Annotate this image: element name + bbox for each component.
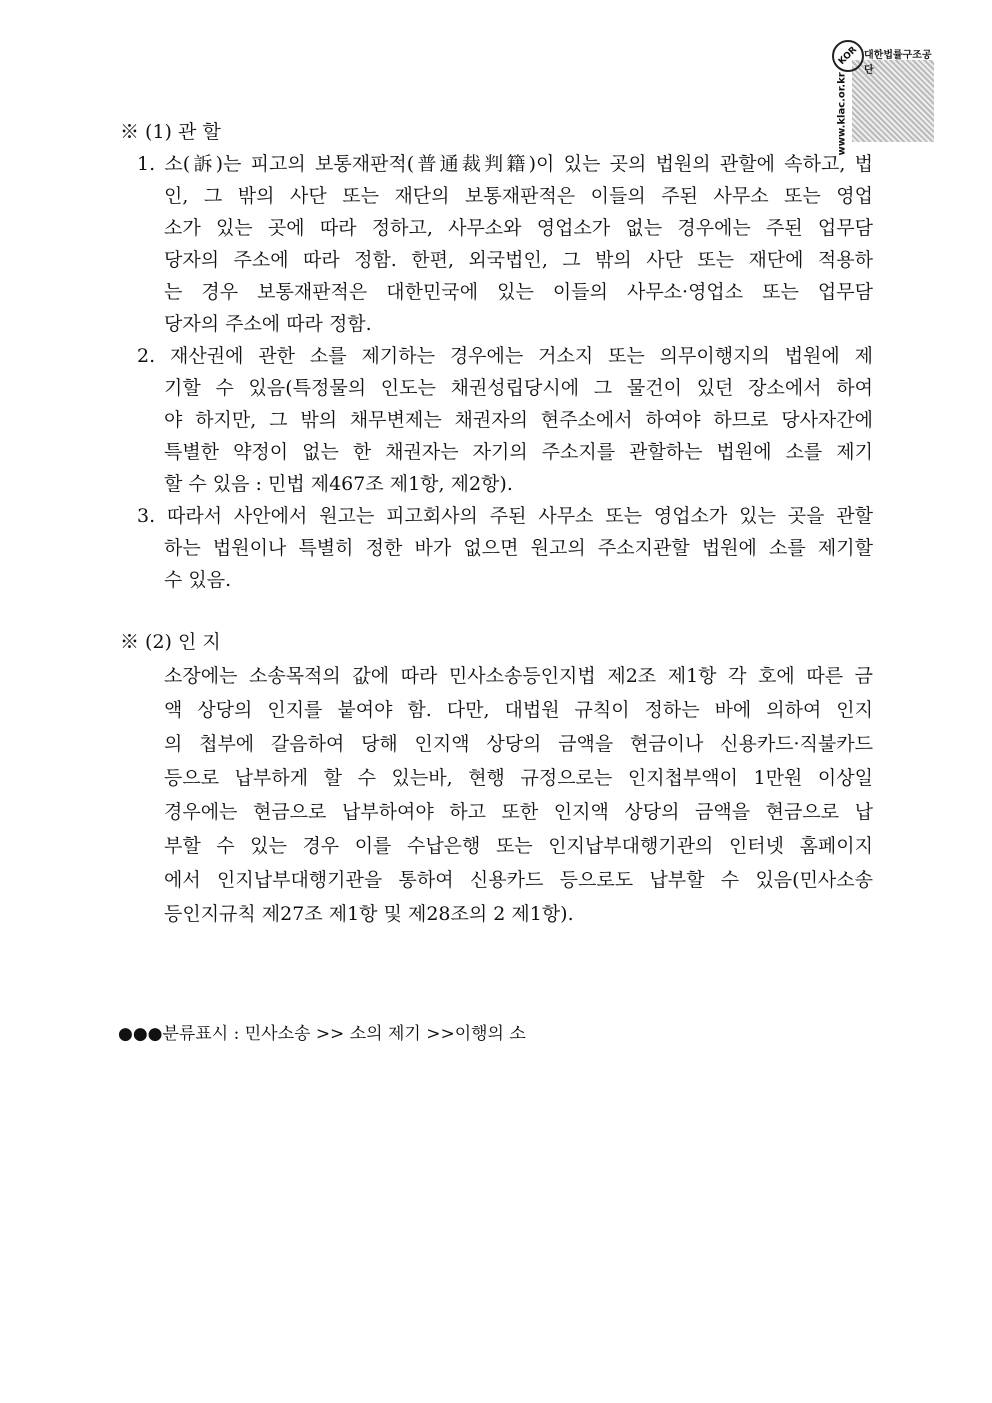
text-line: 는 경우 보통재판적은 대한민국에 있는 이들의 사무소·영업소 또는 업무담 [164, 281, 873, 303]
text-line: 의 첩부에 갈음하여 당해 인지액 상당의 금액을 현금이나 신용카드·직불카드 [164, 733, 873, 755]
text-line: 액 상당의 인지를 붙여야 함. 다만, 대법원 규칙이 정하는 바에 의하여 인지 [164, 699, 873, 721]
text-line: 기할 수 있음(특정물의 인도는 채권성립당시에 그 물건이 있던 장소에서 하여 [164, 377, 873, 399]
text-line: 특별한 약정이 없는 한 채권자는 자기의 주소지를 관할하는 법원에 소를 제기 [164, 441, 873, 463]
text-line: 하는 법원이나 특별히 정한 바가 없으면 원고의 주소지관할 법원에 소를 제기할 [164, 537, 873, 559]
text-line: 1. 소(訴)는 피고의 보통재판적(普通裁判籍)이 있는 곳의 법원의 관할에 속하고, 법 [137, 153, 873, 175]
text-line: 부할 수 있는 경우 이를 수납은행 또는 인지납부대행기관의 인터넷 홈페이지 [164, 835, 873, 857]
org-name: 대한법률구조공단 [864, 50, 932, 76]
text-line: 소가 있는 곳에 따라 정하고, 사무소와 영업소가 없는 경우에는 주된 업무담 [164, 217, 873, 239]
text-line: 당자의 주소에 따라 정함. 한편, 외국법인, 그 밖의 사단 또는 재단에 적용하 [164, 249, 873, 271]
text-line: 등으로 납부하게 할 수 있는바, 현행 규정으로는 인지첩부액이 1만원 이상일 [164, 767, 873, 789]
klac-logo [830, 40, 935, 156]
text-line: 3. 따라서 사안에서 원고는 피고회사의 주된 사무소 또는 영업소가 있는 곳을 관할 [137, 505, 873, 527]
kor-badge: KOR [825, 33, 870, 78]
text-line: 수 있음. [164, 569, 232, 591]
text-line: 할 수 있음 : 민법 제467조 제1항, 제2항). [164, 473, 513, 495]
section-heading-jurisdiction: ※ (1) 관 할 [120, 121, 221, 143]
classification-footer: ●●●분류표시 : 민사소송 >> 소의 제기 >>이행의 소 [118, 1024, 526, 1044]
text-line: 2. 재산권에 관한 소를 제기하는 경우에는 거소지 또는 의무이행지의 법원에 제 [137, 345, 873, 367]
text-line: 에서 인지납부대행기관을 통하여 신용카드 등으로도 납부할 수 있음(민사소송 [164, 869, 873, 891]
text-line: 등인지규칙 제27조 제1항 및 제28조의 2 제1항). [164, 903, 574, 925]
text-line: 당자의 주소에 따라 정함. [164, 313, 372, 335]
text-line: 경우에는 현금으로 납부하여야 하고 또한 인지액 상당의 금액을 현금으로 납 [164, 801, 873, 823]
section-heading-stamp: ※ (2) 인 지 [120, 631, 221, 653]
text-line: 인, 그 밖의 사단 또는 재단의 보통재판적은 이들의 주된 사무소 또는 영업 [164, 185, 873, 207]
org-url: www.klac.or.kr [836, 72, 848, 156]
text-line: 야 하지만, 그 밖의 채무변제는 채권자의 현주소에서 하여야 하므로 당사자간에 [164, 409, 873, 431]
text-line: 소장에는 소송목적의 값에 따라 민사소송등인지법 제2조 제1항 각 호에 따른 금 [164, 665, 873, 687]
